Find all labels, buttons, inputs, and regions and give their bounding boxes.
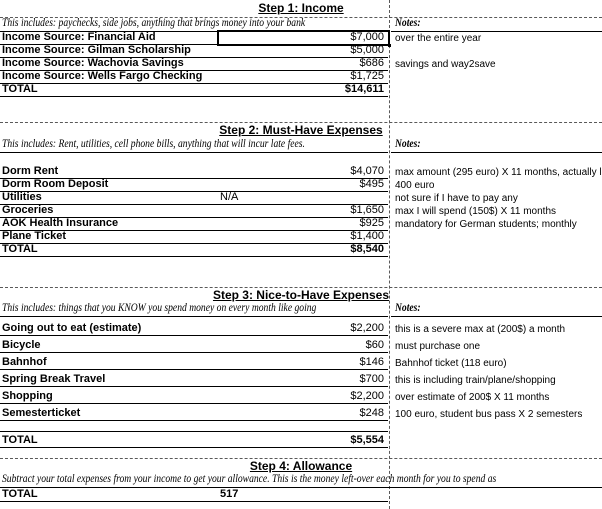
table-row: [0, 404, 602, 421]
utilities-amount[interactable]: N/A: [218, 191, 388, 205]
shopping-label[interactable]: Shopping: [0, 390, 218, 404]
note-cell[interactable]: 100 euro, student bus pass X 2 semesters: [395, 409, 583, 420]
notes-header: Notes:: [395, 15, 421, 29]
income-wells-fargo-label[interactable]: Income Source: Wells Fargo Checking: [0, 70, 218, 84]
income-total-label[interactable]: TOTAL: [0, 83, 218, 97]
must-have-total-label[interactable]: TOTAL: [0, 243, 218, 257]
plane-ticket-amount[interactable]: $1,400: [218, 230, 388, 244]
bicycle-amount[interactable]: $60: [218, 339, 388, 353]
income-gilman-amount[interactable]: $5,000: [218, 44, 388, 58]
includes-text: This includes: Rent, utilities, cell phone bills, anything that will incur late fees.: [2, 136, 305, 150]
going-out-amount[interactable]: $2,200: [218, 322, 388, 336]
dorm-rent-amount[interactable]: $4,070: [218, 165, 388, 179]
plane-ticket-label[interactable]: Plane Ticket: [0, 230, 218, 244]
note-cell[interactable]: 400 euro: [395, 180, 435, 191]
table-row: [0, 370, 602, 387]
note-cell[interactable]: this is including train/plane/shopping: [395, 375, 556, 386]
dorm-rent-label[interactable]: Dorm Rent: [0, 165, 218, 179]
note-cell[interactable]: mandatory for German students; monthly: [395, 219, 577, 230]
includes-row: [0, 136, 602, 153]
total-row: [0, 84, 602, 97]
note-cell[interactable]: not sure if I have to pay any: [395, 193, 518, 204]
groceries-amount[interactable]: $1,650: [218, 204, 388, 218]
notes-header-cell[interactable]: [391, 15, 602, 32]
note-cell[interactable]: must purchase one: [395, 341, 481, 352]
income-financial-aid-amount[interactable]: $7,000: [218, 31, 388, 45]
bicycle-label[interactable]: Bicycle: [0, 339, 218, 353]
includes-row: [0, 471, 602, 488]
aok-insurance-amount[interactable]: $925: [218, 217, 388, 231]
bahnhof-amount[interactable]: $146: [218, 356, 388, 370]
section-title-must-have: Step 2: Must-Have Expenses: [219, 123, 383, 137]
total-row: [0, 488, 602, 502]
empty-row: [0, 421, 602, 432]
note-cell[interactable]: [391, 501, 602, 502]
table-row: [0, 353, 602, 370]
income-gilman-label[interactable]: Income Source: Gilman Scholarship: [0, 44, 218, 58]
table-row: [0, 336, 602, 353]
spring-break-amount[interactable]: $700: [218, 373, 388, 387]
dorm-deposit-label[interactable]: Dorm Room Deposit: [0, 178, 218, 192]
nice-to-have-total-label[interactable]: TOTAL: [0, 434, 218, 448]
notes-header-cell[interactable]: [391, 300, 602, 317]
includes-cell[interactable]: [0, 471, 602, 488]
note-cell[interactable]: savings and way2save: [395, 59, 496, 70]
allowance-total-amount[interactable]: 517: [218, 488, 388, 502]
spring-break-label[interactable]: Spring Break Travel: [0, 373, 218, 387]
shopping-amount[interactable]: $2,200: [218, 390, 388, 404]
dorm-deposit-amount[interactable]: $495: [218, 178, 388, 192]
notes-header-cell[interactable]: [391, 136, 602, 153]
section-title-allowance: Step 4: Allowance: [249, 459, 353, 473]
semesterticket-label[interactable]: Semesterticket: [0, 407, 218, 421]
total-row: [0, 244, 602, 257]
note-cell[interactable]: Bahnhof ticket (118 euro): [395, 358, 507, 369]
section-title-nice-to-have: Step 3: Nice-to-Have Expenses: [212, 288, 390, 302]
includes-text: Subtract your total expenses from your income to get your allowance. This is the money left-over each month for you to spend as: [2, 471, 497, 485]
includes-text: This includes: things that you KNOW you spend money on every month like going: [2, 300, 317, 314]
note-cell[interactable]: max I will spend (150$) X 11 months: [395, 206, 557, 217]
note-cell[interactable]: max amount (295 euro) X 11 months, actually l: [395, 167, 602, 178]
income-financial-aid-label[interactable]: Income Source: Financial Aid: [0, 31, 218, 45]
income-wachovia-label[interactable]: Income Source: Wachovia Savings: [0, 57, 218, 71]
note-cell[interactable]: [391, 256, 602, 257]
includes-cell[interactable]: [0, 136, 388, 153]
note-cell[interactable]: [391, 447, 602, 448]
notes-header: Notes:: [395, 136, 421, 150]
utilities-label[interactable]: Utilities: [0, 191, 218, 205]
includes-text: This includes: paychecks, side jobs, anything that brings money into your bank: [2, 15, 306, 29]
must-have-total-amount[interactable]: $8,540: [218, 243, 388, 257]
note-cell[interactable]: [391, 96, 602, 97]
note-cell[interactable]: over the entire year: [395, 33, 482, 44]
total-row: [0, 432, 602, 448]
income-total-amount[interactable]: $14,611: [218, 83, 388, 97]
going-out-label[interactable]: Going out to eat (estimate): [0, 322, 218, 336]
includes-cell[interactable]: [0, 300, 388, 317]
note-cell[interactable]: this is a severe max at (200$) a month: [395, 324, 566, 335]
allowance-total-label[interactable]: TOTAL: [0, 488, 218, 502]
aok-insurance-label[interactable]: AOK Health Insurance: [0, 217, 218, 231]
table-row: [0, 387, 602, 404]
section-title-income: Step 1: Income: [258, 1, 344, 15]
table-row: [0, 319, 602, 336]
note-cell[interactable]: over estimate of 200$ X 11 months: [395, 392, 550, 403]
groceries-label[interactable]: Groceries: [0, 204, 218, 218]
income-wachovia-amount[interactable]: $686: [218, 57, 388, 71]
nice-to-have-total-amount[interactable]: $5,554: [218, 434, 388, 448]
notes-header: Notes:: [395, 300, 421, 314]
bahnhof-label[interactable]: Bahnhof: [0, 356, 218, 370]
semesterticket-amount[interactable]: $248: [218, 407, 388, 421]
income-wells-fargo-amount[interactable]: $1,725: [218, 70, 388, 84]
includes-row: [0, 300, 602, 317]
selected-cell-outline: [217, 30, 390, 46]
